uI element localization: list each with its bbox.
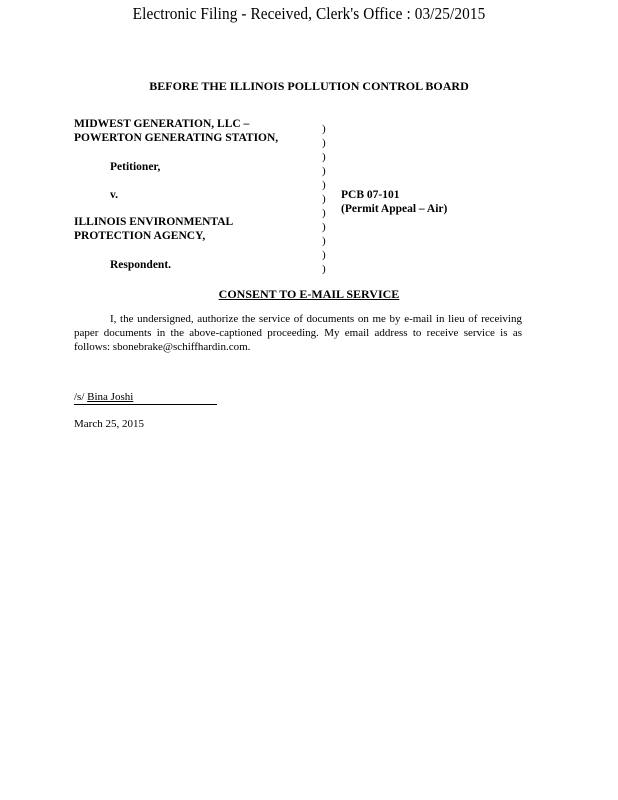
respondent-name-line2: PROTECTION AGENCY, (74, 230, 206, 242)
case-type: (Permit Appeal – Air) (341, 203, 448, 215)
petitioner-name-line1: MIDWEST GENERATION, LLC – (74, 118, 250, 130)
signature-prefix: /s/ (74, 391, 88, 403)
signature-name: Bina Joshi (87, 391, 134, 403)
signature-line (74, 391, 217, 405)
caption-paren-column: ) ) ) ) ) ) ) ) ) ) ) (322, 123, 326, 275)
versus-label: v. (110, 189, 118, 201)
petitioner-role: Petitioner, (110, 161, 161, 173)
respondent-name-line1: ILLINOIS ENVIRONMENTAL (74, 216, 234, 228)
consent-title: CONSENT TO E-MAIL SERVICE (218, 287, 400, 301)
board-heading: BEFORE THE ILLINOIS POLLUTION CONTROL BOARD (149, 79, 469, 93)
electronic-filing-stamp: Electronic Filing - Received, Clerk's Office : 03/25/2015 (132, 4, 486, 23)
petitioner-name-line2: POWERTON GENERATING STATION, (74, 132, 279, 144)
respondent-role: Respondent. (110, 259, 172, 271)
case-caption (74, 118, 534, 278)
consent-body: I, the undersigned, authorize the service of documents on me by e-mail in lieu of receiving paper documents in the above-captioned proceeding. My email address to receive service is as follows: sbonebrake@schiffhardin.com. (74, 313, 522, 353)
case-number: PCB 07-101 (341, 189, 400, 201)
signature-date: March 25, 2015 (74, 418, 144, 430)
